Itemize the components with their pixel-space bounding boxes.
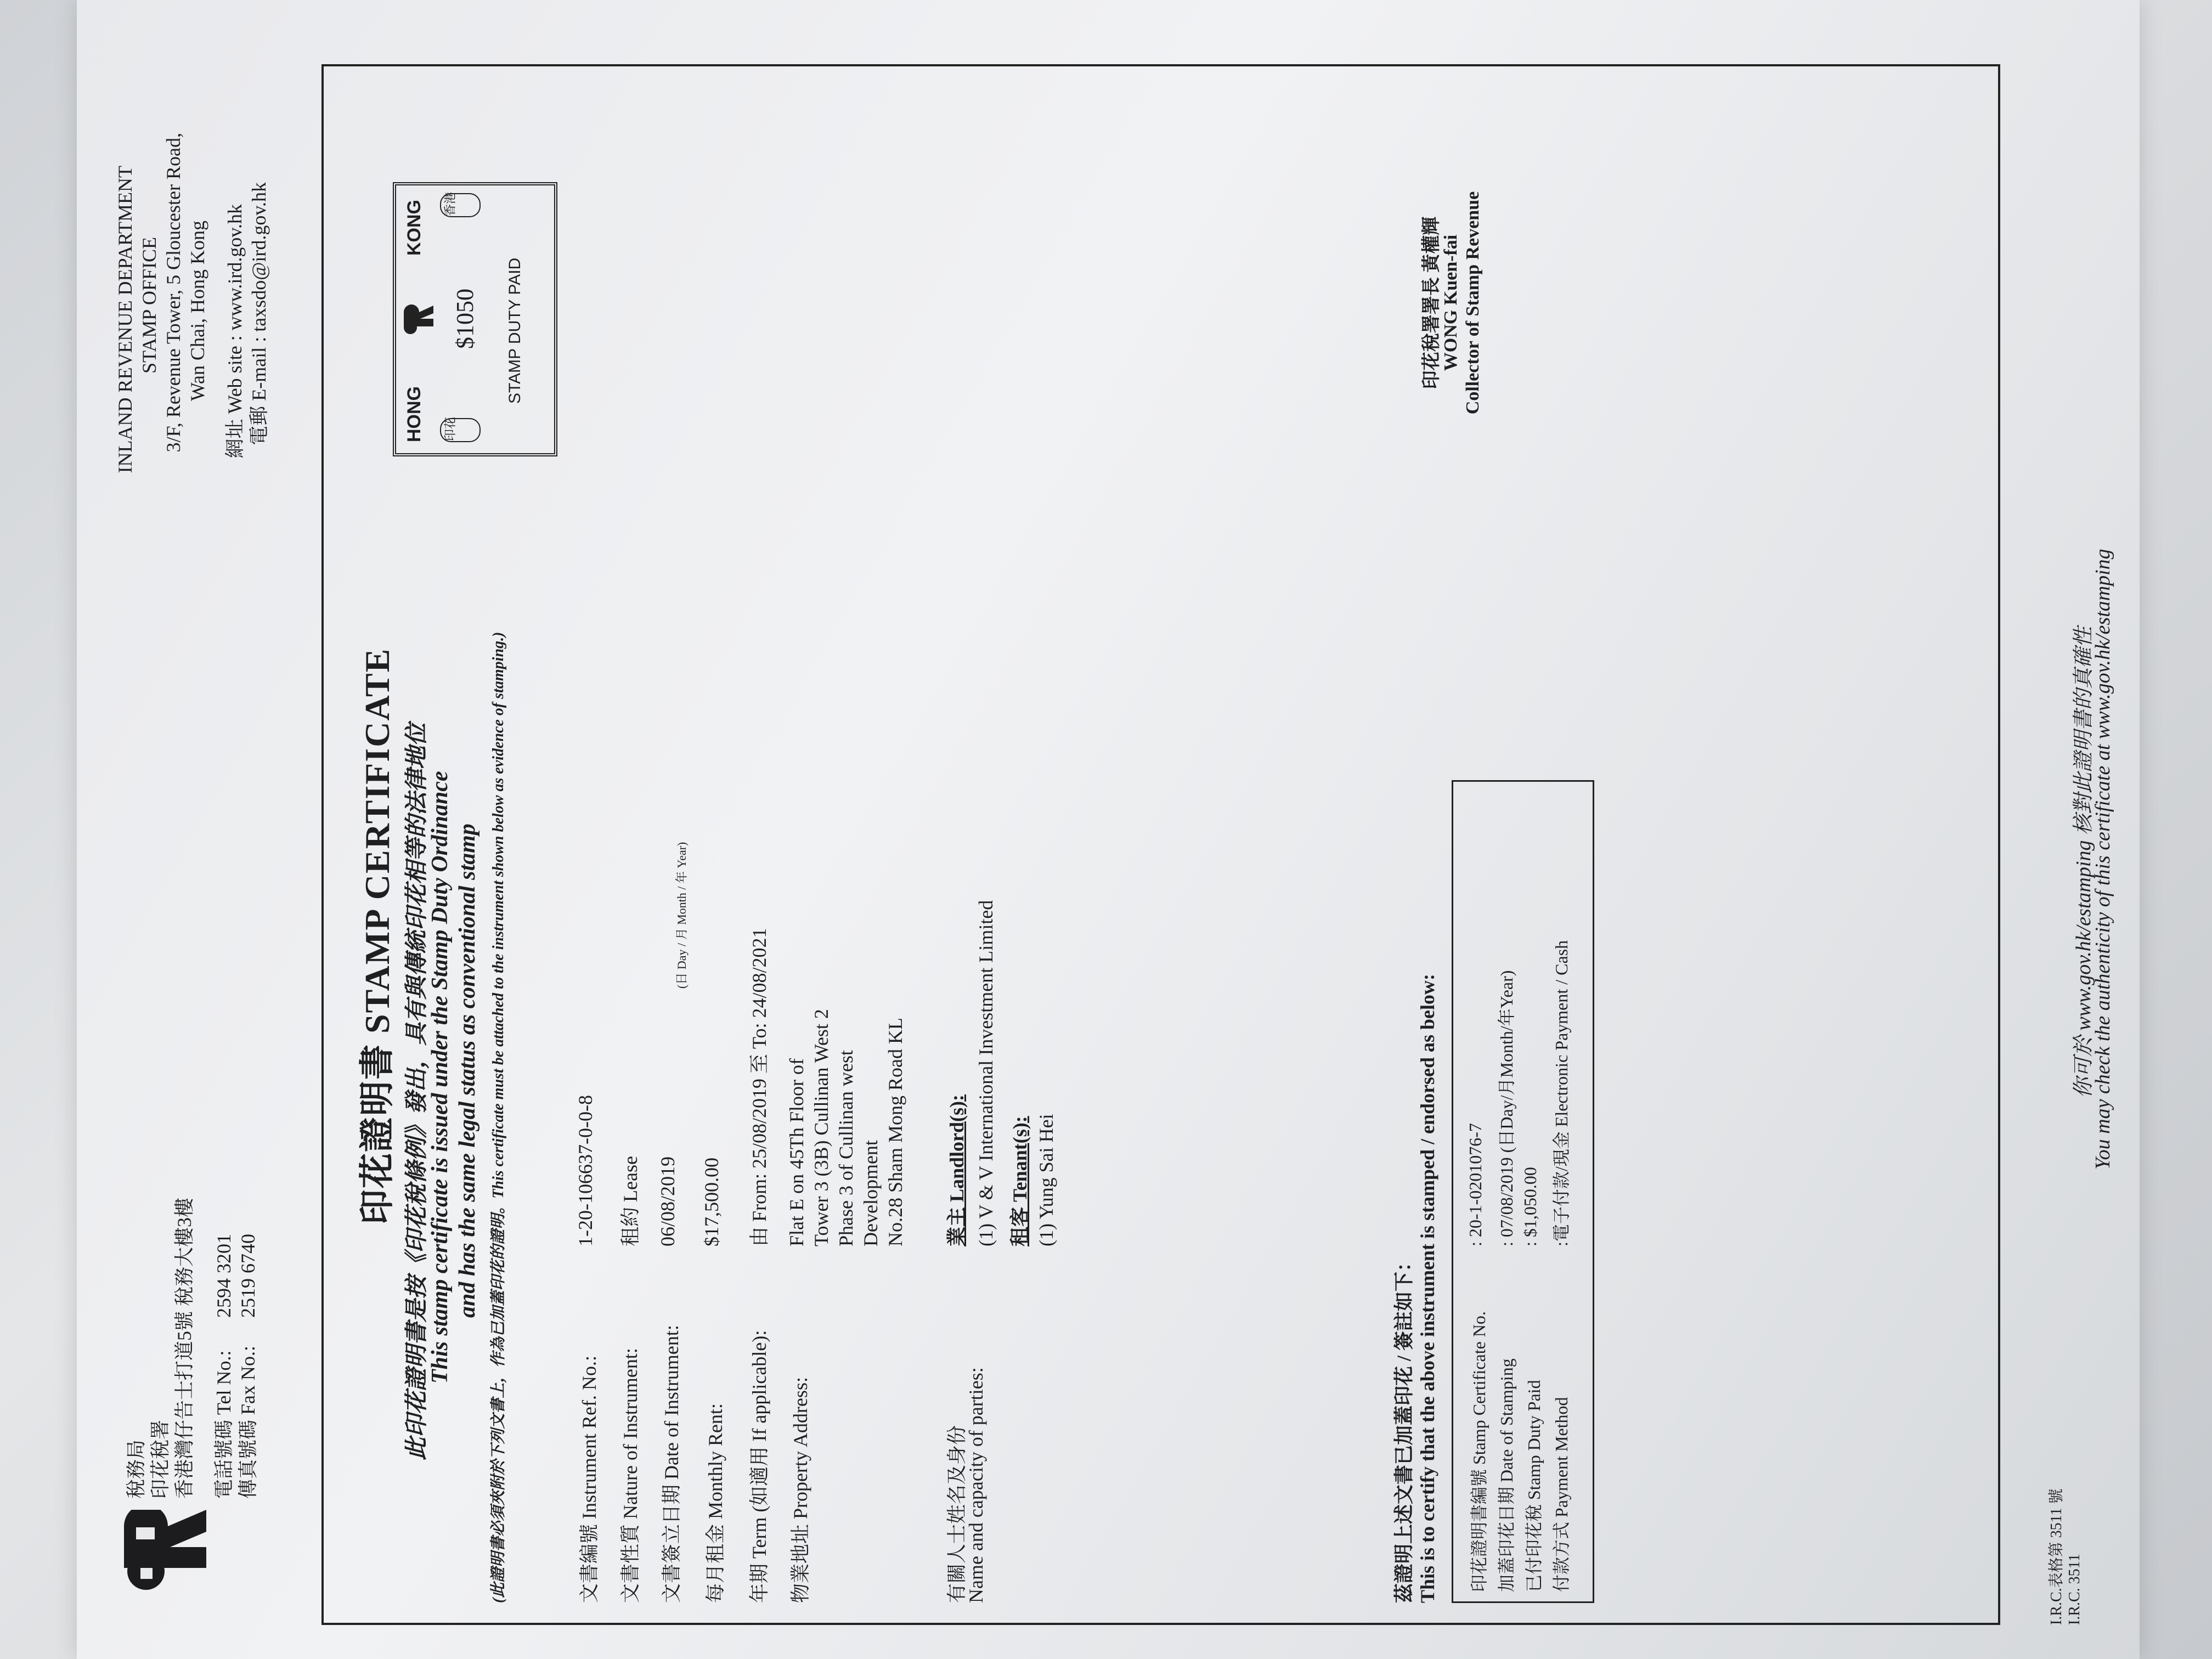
stamp-amount: $1050 [452,289,478,349]
header-address-en-1: 3/F, Revenue Tower, 5 Gloucester Road, [162,133,184,453]
tenant-label: 租客 Tenant(s): [1009,1116,1031,1246]
certificate-frame [321,64,2000,1625]
stamp-duty-paid-stamp [393,182,557,456]
address-line-5: No.28 Sham Mong Road KL [884,1018,906,1246]
address-label: 物業地址 Property Address: [789,1377,811,1603]
stamp-seal-left: 印花 [440,418,481,442]
ref-label: 文書編號 Instrument Ref. No.: [578,1356,600,1603]
signature-title-en: Collector of Stamp Revenue [1463,191,1483,415]
rent-value: $17,500.00 [701,1158,723,1246]
form-number-zh: I.R.C.表格第 3511 號 [2048,1488,2065,1625]
verify-en: You may check the authenticity of this certificate at www.gov.hk/estamping [2091,549,2114,1170]
signature-name-en: WONG Kuen-fai [1441,234,1461,371]
ird-logo [119,1510,250,1592]
signature-title-zh: 印花稅署署長 黃權輝 [1421,216,1442,390]
subtitle-en-2: and has the same legal status as conventional stamp [455,823,480,1318]
certificate-page [91,45,2121,1625]
certify-line-zh: 茲證明上述文書已加蓋印花 / 簽註如下： [1393,1251,1415,1603]
nature-label: 文書性質 Nature of Instrument: [619,1348,641,1603]
form-number-en: I.R.C. 3511 [2066,1554,2083,1625]
stamp-paid-label: STAMP DUTY PAID [506,257,524,404]
cert-no-value: : 20-1-0201076-7 [1465,1123,1485,1246]
payment-method-value: :電子付款/現金 Electronic Payment / Cash [1551,940,1571,1246]
subtitle-zh: 此印花證明書是按《印花稅條例》發出，具有與傳統印花相等的法律地位 [404,723,430,1460]
header-tel-label: 電話號碼 Tel No.: [213,1350,235,1499]
header-email: 電郵 E-mail : taxsdo@ird.gov.hk [248,182,270,445]
stamp-seal-right: 香港 [440,193,481,217]
term-value: 由 From: 25/08/2019 至 To: 24/08/2021 [748,928,770,1246]
stamp-hong: HONG [404,386,425,442]
date-format-hint: (日 Day / 月 Month / 年 Year) [675,842,689,989]
subtitle-en-1: This stamp certificate is issued under the Stamp Duty Ordinance [427,771,453,1384]
landlord-label: 業主 Landlord(s): [946,1094,968,1246]
verify-zh: 你可於 www.gov.hk/estamping 核對此證明書的真確性 [2072,627,2095,1098]
header-office-en: STAMP OFFICE [138,237,160,374]
address-line-2: Tower 3 (3B) Cullinan West 2 [810,1009,832,1246]
header-address-en-2: Wan Chai, Hong Kong [187,221,208,402]
landlord-1: (1) V & V International Investment Limited [975,900,997,1246]
header-website: 網址 Web site : www.ird.gov.hk [224,204,246,459]
nature-value: 租約 Lease [619,1156,641,1246]
payment-method-label: 付款方式 Payment Method [1551,1397,1571,1592]
certificate-title: 印花證明書 STAMP CERTIFICATE [358,647,397,1224]
term-label: 年期 Term (如適用 If applicable): [748,1330,770,1603]
parties-label-en: Name and capacity of parties: [965,1367,987,1603]
header-dept-zh: 稅務局 [125,1439,147,1499]
header-tel-value: 2594 3201 [213,1234,235,1318]
cert-no-label: 印花證明書編號 Stamp Certificate No. [1469,1311,1489,1592]
attachment-note: (此證明書必須夾附於下列文書上，作為已加蓋印花的證明。This certificate must be attached to the instrument shown below as evidence of stamping.) [490,631,507,1603]
stamping-date-label: 加蓋印花日期 Date of Stamping [1497,1358,1516,1592]
header-address-zh: 香港灣仔告士打道5號 稅務大樓3樓 [173,1197,195,1499]
header-dept-en: INLAND REVENUE DEPARTMENT [114,166,136,473]
stamping-date-value: : 07/08/2019 (日Day/月Month/年Year) [1497,970,1516,1246]
parties-label-zh: 有關人士姓名及身份 [946,1425,968,1603]
duty-paid-value: : $1,050.00 [1520,1167,1540,1246]
tenant-1: (1) Yung Sai Hei [1035,1114,1057,1246]
header-fax-label: 傳真號碼 Fax No.: [237,1345,259,1499]
address-line-1: Flat E on 45Th Floor of [786,1058,808,1246]
date-label: 文書簽立日期 Date of Instrument: [661,1325,682,1603]
stamp-ir-emblem [402,304,435,335]
duty-paid-label: 已付印花稅 Stamp Duty Paid [1524,1380,1544,1592]
address-line-3: Phase 3 of Cullinan west [835,1050,857,1246]
date-value: 06/08/2019 [657,1156,679,1246]
rent-label: 每月租金 Monthly Rent: [704,1403,726,1603]
address-line-4: Development [860,1140,882,1246]
header-office-zh: 印花稅署 [149,1419,171,1499]
header-fax-value: 2519 6740 [237,1234,259,1318]
certify-line-en: This is to certify that the above instrument is stamped / endorsed as below: [1417,974,1438,1603]
ref-value: 1-20-106637-0-0-8 [574,1095,596,1246]
stamp-kong: KONG [404,200,425,256]
